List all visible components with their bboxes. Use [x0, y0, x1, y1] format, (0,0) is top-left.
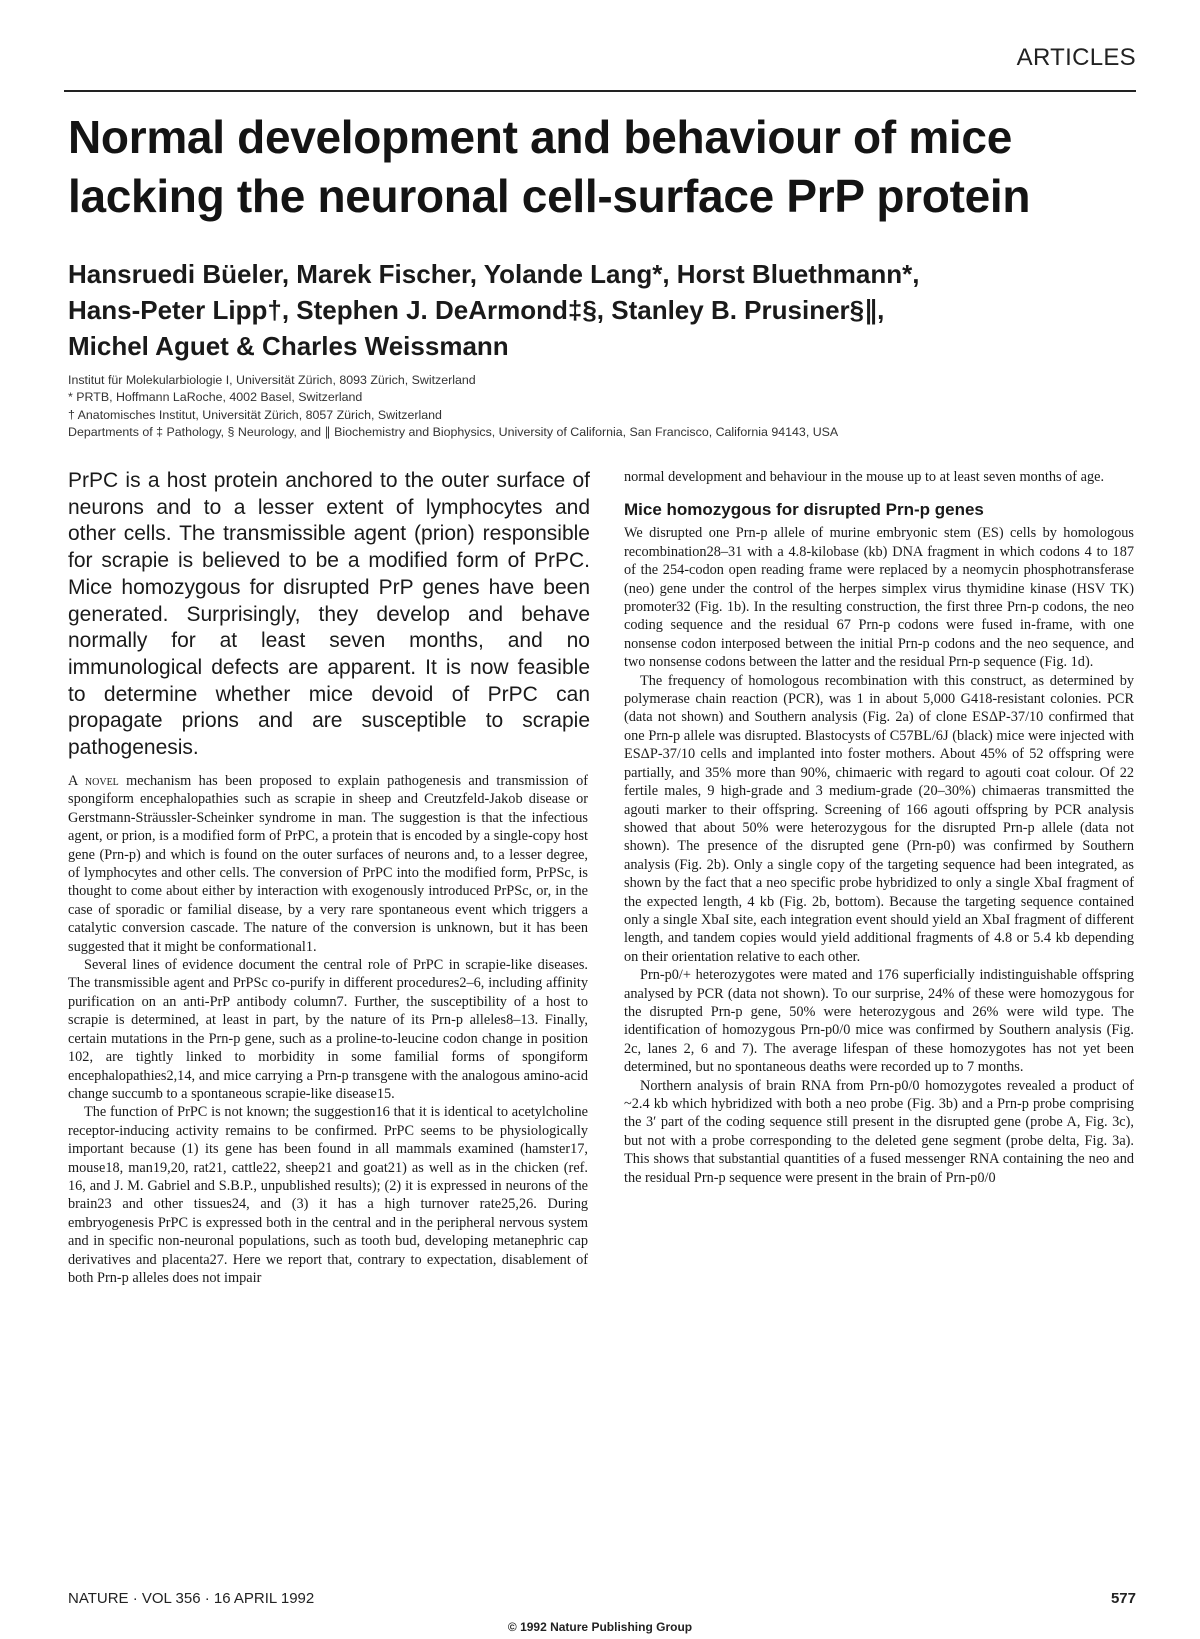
body-column-left — [68, 772, 588, 1287]
header-rule — [64, 90, 1136, 92]
author-line: Hans-Peter Lipp†, Stephen J. DeArmond‡§, Stanley B. Prusiner§∥, — [68, 295, 885, 325]
copyright-notice: © 1992 Nature Publishing Group — [507, 1620, 693, 1634]
page-number: 577 — [1110, 1590, 1136, 1607]
body-paragraph: normal development and behaviour in the mouse up to at least seven months of age. — [624, 469, 1105, 485]
affiliation: Institut für Molekularbiologie I, Universität Zürich, 8093 Zürich, Switzerland — [68, 373, 476, 387]
author-list — [68, 256, 1148, 364]
author-line: Michel Aguet & Charles Weissmann — [68, 331, 509, 361]
section-heading: Mice homozygous for disrupted Prn-p genes — [624, 500, 984, 520]
article-title: Normal development and behaviour of mice lacking the neuronal cell-surface PrP protein — [68, 111, 1031, 222]
section-label: ARTICLES — [1016, 44, 1136, 71]
affiliation: Departments of ‡ Pathology, § Neurology, and ∥ Biochemistry and Biophysics, University of California, San Francisco, California 94143, USA — [68, 424, 839, 439]
body-column-right — [624, 468, 1134, 1187]
affiliation-list — [68, 372, 1148, 441]
body-paragraph: Northern analysis of brain RNA from Prn-p0/0 homozygotes revealed a product of ~2.4 kb which hybridized with both a neo probe (Fig. 3b) and a Prn-p probe comprising the 3′ part of the coding sequence still present in the disrupted gene (probe A, Fig. 3c), but not with a probe corresponding to the deleted gene segment (probe delta, Fig. 3a). This shows that substantial quantities of a fused messenger RNA containing the neo and the residual Prn-p sequence were present in the brain of Prn-p0/0 — [624, 1077, 1134, 1186]
body-paragraph: Prn-p0/+ heterozygotes were mated and 176 superficially indistinguishable offspring analysed by PCR (data not shown). To our surprise, 24% of these were homozygous for the disrupted Prn-p gene, 50% were heterozygous and 26% were wild type. The identification of homozygous Prn-p0/0 mice was confirmed by Southern analysis (Fig. 2c, lanes 2, 6 and 7). The average lifespan of these homozygotes has not yet been determined, but no spontaneous deaths were recorded up to 7 months. — [624, 967, 1134, 1076]
paragraph-lead: A novel — [68, 773, 119, 789]
body-paragraph: Several lines of evidence document the central role of PrPC in scrapie-like diseases. The transmissible agent and PrPSc co-purify in different procedures2–6, including affinity purification on an anti-PrP antibody column7. Further, the susceptibility of a host to scrapie is determined, at least in part, by the nature of its Prn-p alleles8–13. Finally, certain mutations in the Prn-p gene, such as a proline-to-leucine codon change in position 102, are tightly linked to morbidity in some familial forms of spongiform encephalopathies2,14, and mice carrying a Prn-p transgene with the analogous amino-acid change succumb to a spontaneous scrapie-like disease15. — [68, 957, 588, 1102]
body-paragraph: We disrupted one Prn-p allele of murine embryonic stem (ES) cells by homologous recombination28–31 with a 4.8-kilobase (kb) DNA fragment in which codons 4 to 187 of the 254-codon open reading frame were replaced by a neomycin phosphotransferase (neo) gene under the control of the herpes simplex virus thymidine kinase (HSV TK) promoter32 (Fig. 1b). In the resulting construction, the first three Prn-p codons, the neo coding sequence and the residual 67 Prn-p codons were fused in-frame, with one nonsense codon interposed between the initial Prn-p codons and the neo sequence, and two nonsense codons between the latter and the residual Prn-p sequence (Fig. 1d). — [624, 525, 1134, 671]
page-footer — [68, 1590, 1136, 1607]
body-paragraph — [68, 772, 588, 956]
body-paragraph: The function of PrPC is not known; the suggestion16 that it is identical to acetylcholine receptor-inducing activity remains to be confirmed. PrPC seems to be physiologically important because (1) its gene has been found in all mammals examined (hamster17, mouse18, man19,20, rat21, cattle22, sheep21 and goat21) as well as in the chicken (ref. 16, and J. M. Gabriel and S.B.P., unpublished results); (2) it is expressed in neurons of the brain23 and other tissues24, and (3) it has a high turnover rate25,26. During embryogenesis PrPC is expressed both in the central and in the peripheral nervous system and in specific non-neuronal populations, such as tooth bud, developing metanephric cap derivatives and placenta27. Here we report that, contrary to expectation, disablement of both Prn-p alleles does not impair — [68, 1104, 588, 1286]
journal-citation: NATURE · VOL 356 · 16 APRIL 1992 — [68, 1590, 315, 1607]
affiliation: † Anatomisches Institut, Universität Zürich, 8057 Zürich, Switzerland — [68, 407, 442, 422]
paragraph-text: mechanism has been proposed to explain pathogenesis and transmission of spongiform encephalopathies such as scrapie in sheep and Creutzfeld-Jakob disease or Gerstmann-Sträussler-Scheinker syndrome in man. The suggestion is that the infectious agent, or prion, is a modified form of PrPC, a protein that is encoded by a single-copy host gene (Prn-p) and which is found on the outer surfaces of neurons and, to a lesser degree, of lymphocytes and other cells. The conversion of PrPC into the modified form, PrPSc, is thought to come about either by interaction with exogenously introduced PrPSc, or, in the case of sporadic or familial disease, by a very rare spontaneous event which triggers a catalytic conversion cascade. The nature of the conversion is unknown, but it has been suggested that it might be conformational1. — [68, 773, 588, 955]
body-paragraph: The frequency of homologous recombination with this construct, as determined by polymerase chain reaction (PCR), was 1 in about 5,000 G418-resistant colonies. PCR (data not shown) and Southern analysis (Fig. 2a) of clone ESΔP-37/10 confirmed that one Prn-p allele was disrupted. Blastocysts of C57BL/6J (black) mice were injected with ESΔP-37/10 cells and implanted into foster mothers. About 45% of 52 offspring were partially, and 35% more than 90%, chimaeric with regard to agouti coat colour. Of 22 fertile males, 9 high-grade and 3 medium-grade (20–30%) chimaeras transmitted the agouti marker to their offspring. Screening of 166 agouti offspring by PCR analysis showed that about 50% were heterozygous for the disrupted Prn-p allele (data not shown). The presence of the disrupted gene (Prn-p0) was confirmed by Southern analysis (Fig. 2b). Only a single copy of the targeting sequence had been integrated, as shown by the fact that a neo specific probe hybridized to only a single XbaI fragment of the expected length, 4 kb (Fig. 2b, bottom). Because the targeting sequence contained only a single XbaI site, each integration event should yield an XbaI fragment of different length, and tandem copies would yield additional fragments of 4.8 or 5.4 kb depending on their orientation relative to each other. — [624, 672, 1134, 965]
author-line: Hansruedi Büeler, Marek Fischer, Yolande Lang*, Horst Bluethmann*, — [68, 259, 920, 289]
abstract: PrPC is a host protein anchored to the outer surface of neurons and to a lesser extent of lymphocytes and other cells. The transmissible agent (prion) responsible for scrapie is believed to be a modified form of PrPC. Mice homozygous for disrupted PrP genes have been generated. Surprisingly, they develop and behave normally for at least seven months, and no immunological defects are apparent. It is now feasible to determine whether mice devoid of PrPC can propagate prions and are susceptible to scrapie pathogenesis. — [68, 469, 590, 760]
affiliation: * PRTB, Hoffmann LaRoche, 4002 Basel, Switzerland — [68, 390, 363, 405]
